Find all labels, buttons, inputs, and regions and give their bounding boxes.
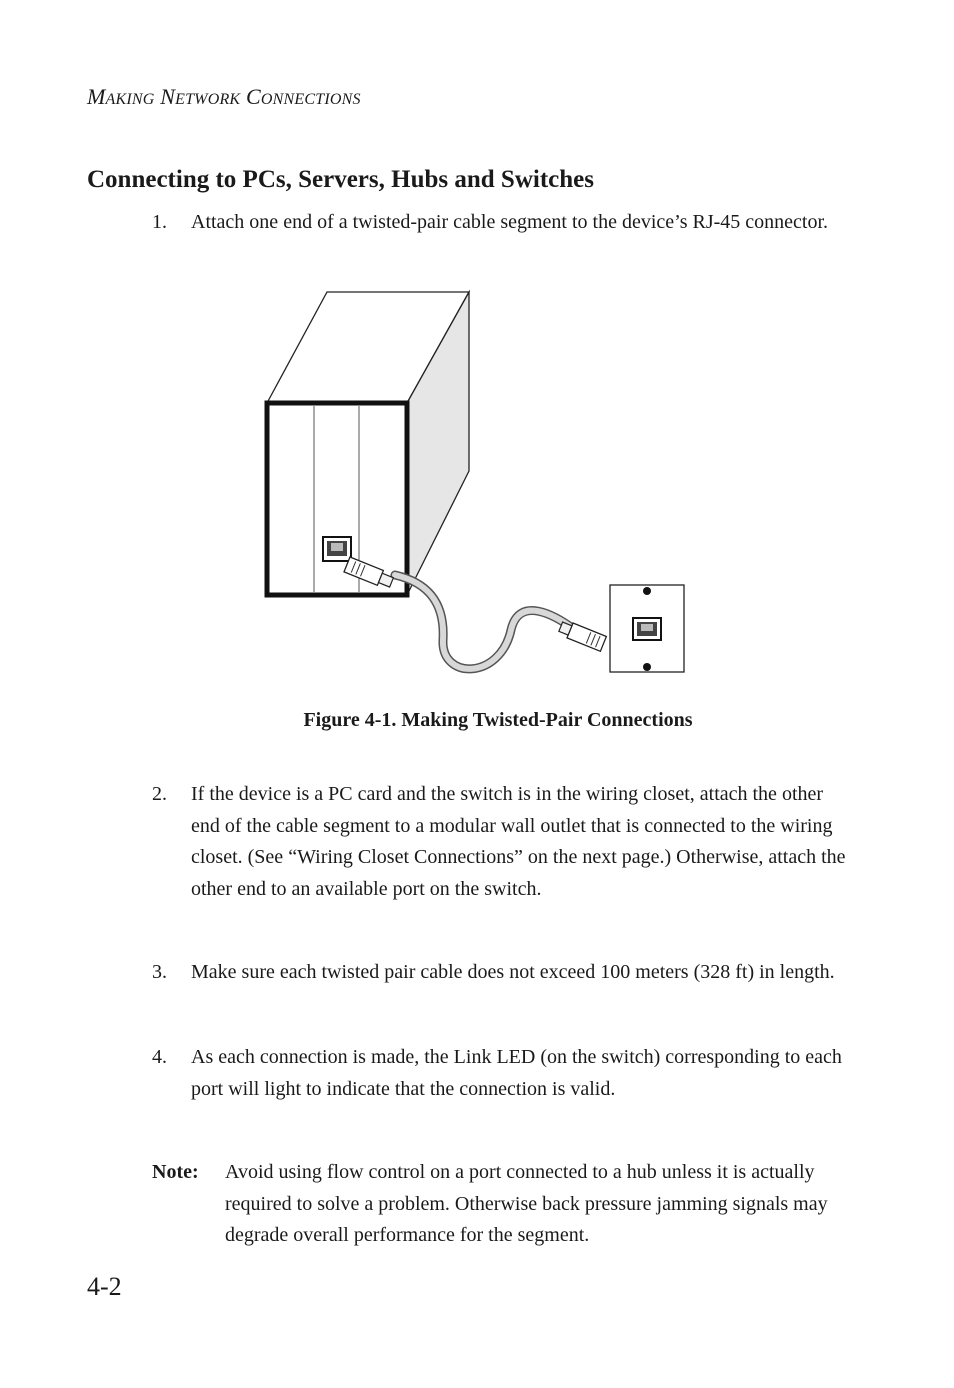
- step-number: 4.: [152, 1046, 167, 1068]
- section-title: Connecting to PCs, Servers, Hubs and Switches: [87, 166, 594, 193]
- step-3: [152, 957, 852, 989]
- running-header-word: MAKING: [87, 84, 155, 109]
- note: [152, 1157, 852, 1252]
- running-header-word: CONNECTIONS: [246, 84, 361, 109]
- twisted-pair-connection-figure: [255, 285, 695, 685]
- wall-outlet-icon: [610, 585, 684, 672]
- step-2: [152, 779, 852, 905]
- step-text: If the device is a PC card and the switch is in the wiring closet, attach the other end of the cable segment to a modular wall outlet that is connected to the wiring closet. (See “Wiring Closet Connections” on the next page.) Otherwise, attach the other end to an available port on the switch.: [191, 783, 846, 900]
- pc-case-front: [267, 403, 407, 595]
- step-1: [152, 207, 852, 239]
- step-number: 1.: [152, 211, 167, 233]
- figure-caption: Figure 4-1. Making Twisted-Pair Connections: [303, 709, 693, 731]
- rj45-plug-icon: [558, 619, 607, 651]
- step-text: Attach one end of a twisted-pair cable segment to the device’s RJ-45 connector.: [191, 211, 829, 233]
- note-text: Avoid using flow control on a port connected to a hub unless it is actually required to solve a problem. Otherwise back pressure jamming signals may degrade overall performance for the segment.: [225, 1161, 828, 1246]
- step-text: Make sure each twisted pair cable does not exceed 100 meters (328 ft) in length.: [191, 961, 835, 983]
- step-number: 2.: [152, 783, 167, 805]
- step-number: 3.: [152, 961, 167, 983]
- twisted-pair-cable-highlight: [395, 575, 575, 669]
- step-4: [152, 1042, 852, 1105]
- step-text: As each connection is made, the Link LED (on the switch) corresponding to each port will light to indicate that the connection is valid.: [191, 1046, 842, 1100]
- note-label: Note:: [152, 1161, 199, 1183]
- running-header-word: NETWORK: [160, 84, 241, 109]
- running-header: [87, 84, 361, 110]
- rj45-port-icon: [323, 537, 351, 561]
- page-number: 4-2: [87, 1272, 122, 1301]
